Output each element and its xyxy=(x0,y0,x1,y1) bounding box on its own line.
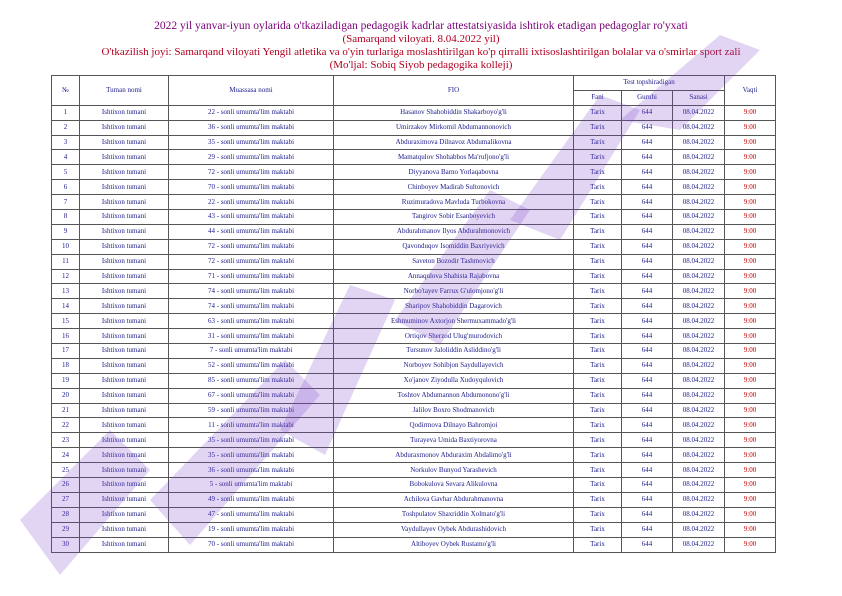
cell-district: Ishtixon tumani xyxy=(80,269,169,284)
cell-school: 71 - sonli umumta'lim maktabi xyxy=(169,269,334,284)
cell-fio: Chinboyev Madirab Sultonovich xyxy=(334,180,574,195)
cell-group: 644 xyxy=(622,463,673,478)
cell-district: Ishtixon tumani xyxy=(80,403,169,418)
cell-district: Ishtixon tumani xyxy=(80,329,169,344)
table-header-row xyxy=(52,76,776,91)
table-row xyxy=(52,195,776,210)
cell-time: 9:00 xyxy=(725,299,776,314)
document-subtitle-date: (Samarqand viloyati. 8.04.2022 yil) xyxy=(342,33,500,45)
cell-time: 9:00 xyxy=(725,373,776,388)
table-row xyxy=(52,284,776,299)
cell-group: 644 xyxy=(622,448,673,463)
table-row xyxy=(52,224,776,239)
table-row xyxy=(52,239,776,254)
cell-number: 14 xyxy=(52,299,80,314)
cell-district: Ishtixon tumani xyxy=(80,418,169,433)
cell-subject: Tarix xyxy=(574,403,622,418)
cell-group: 644 xyxy=(622,239,673,254)
cell-number: 28 xyxy=(52,507,80,522)
cell-subject: Tarix xyxy=(574,135,622,150)
cell-time: 9:00 xyxy=(725,105,776,120)
table-row xyxy=(52,254,776,269)
cell-date: 08.04.2022 xyxy=(673,388,725,403)
cell-time: 9:00 xyxy=(725,120,776,135)
cell-school: 43 - sonli umumta'lim maktabi xyxy=(169,210,334,225)
cell-group: 644 xyxy=(622,522,673,537)
cell-group: 644 xyxy=(622,299,673,314)
cell-date: 08.04.2022 xyxy=(673,492,725,507)
table-row xyxy=(52,418,776,433)
cell-district: Ishtixon tumani xyxy=(80,537,169,552)
cell-fio: Qodirmova Dilnayo Bahromjoi xyxy=(334,418,574,433)
cell-group: 644 xyxy=(622,195,673,210)
cell-school: 70 - sonli umumta'lim maktabi xyxy=(169,537,334,552)
cell-district: Ishtixon tumani xyxy=(80,165,169,180)
cell-fio: Vaydullayev Oybek Abdurashidovich xyxy=(334,522,574,537)
cell-district: Ishtixon tumani xyxy=(80,180,169,195)
cell-school: 11 - sonli umumta'lim maktabi xyxy=(169,418,334,433)
cell-district: Ishtixon tumani xyxy=(80,448,169,463)
cell-date: 08.04.2022 xyxy=(673,507,725,522)
cell-school: 52 - sonli umumta'lim maktabi xyxy=(169,358,334,373)
cell-school: 72 - sonli umumta'lim maktabi xyxy=(169,254,334,269)
cell-district: Ishtixon tumani xyxy=(80,314,169,329)
cell-school: 31 - sonli umumta'lim maktabi xyxy=(169,329,334,344)
cell-time: 9:00 xyxy=(725,150,776,165)
table-row xyxy=(52,210,776,225)
cell-group: 644 xyxy=(622,210,673,225)
cell-fio: Abdurahmanov Ilyos Abdurahmonovich xyxy=(334,224,574,239)
cell-fio: Hasanov Shahobiddin Shakarboyo'g'li xyxy=(334,105,574,120)
cell-fio: Achilova Gavhar Abdurahmanovna xyxy=(334,492,574,507)
cell-date: 08.04.2022 xyxy=(673,433,725,448)
cell-school: 36 - sonli umumta'lim maktabi xyxy=(169,463,334,478)
cell-district: Ishtixon tumani xyxy=(80,344,169,359)
cell-time: 9:00 xyxy=(725,180,776,195)
cell-subject: Tarix xyxy=(574,344,622,359)
col-header-school: Muassasa nomi xyxy=(169,76,334,106)
landmark-line: (Mo'ljal: Sobiq Siyob pedagogika kolleji) xyxy=(329,59,513,71)
cell-time: 9:00 xyxy=(725,165,776,180)
cell-time: 9:00 xyxy=(725,418,776,433)
table-row xyxy=(52,120,776,135)
cell-district: Ishtixon tumani xyxy=(80,135,169,150)
cell-subject: Tarix xyxy=(574,269,622,284)
cell-number: 21 xyxy=(52,403,80,418)
cell-number: 18 xyxy=(52,358,80,373)
cell-subject: Tarix xyxy=(574,195,622,210)
cell-fio: Eshmuminov Axtorjon Shermuxammado'g'li xyxy=(334,314,574,329)
cell-district: Ishtixon tumani xyxy=(80,210,169,225)
document-title: 2022 yil yanvar-iyun oylarida o'tkaziladigan pedagogik kadrlar attestatsiyasida ishtirok etadigan pedagoglar ro'yxati xyxy=(154,20,688,32)
cell-group: 644 xyxy=(622,284,673,299)
cell-district: Ishtixon tumani xyxy=(80,433,169,448)
cell-fio: Ruzimuradova Mavluda Turbokovna xyxy=(334,195,574,210)
cell-number: 17 xyxy=(52,344,80,359)
cell-number: 12 xyxy=(52,269,80,284)
cell-group: 644 xyxy=(622,388,673,403)
cell-group: 644 xyxy=(622,150,673,165)
cell-time: 9:00 xyxy=(725,224,776,239)
table-row xyxy=(52,135,776,150)
cell-fio: Sharipov Shahobiddin Dagarovich xyxy=(334,299,574,314)
col-header-number: № xyxy=(52,76,80,106)
cell-subject: Tarix xyxy=(574,522,622,537)
cell-subject: Tarix xyxy=(574,254,622,269)
cell-number: 9 xyxy=(52,224,80,239)
cell-time: 9:00 xyxy=(725,403,776,418)
cell-school: 49 - sonli umumta'lim maktabi xyxy=(169,492,334,507)
col-header-fio: FIO xyxy=(334,76,574,106)
cell-school: 74 - sonli umumta'lim maktabi xyxy=(169,299,334,314)
cell-time: 9:00 xyxy=(725,210,776,225)
cell-number: 22 xyxy=(52,418,80,433)
cell-fio: Norbo'tayev Farrux G'ulomjono'g'li xyxy=(334,284,574,299)
cell-district: Ishtixon tumani xyxy=(80,254,169,269)
cell-time: 9:00 xyxy=(725,269,776,284)
cell-subject: Tarix xyxy=(574,150,622,165)
table-row xyxy=(52,344,776,359)
cell-group: 644 xyxy=(622,165,673,180)
cell-date: 08.04.2022 xyxy=(673,150,725,165)
col-header-date: Sanasi xyxy=(673,90,725,105)
table-row xyxy=(52,314,776,329)
cell-school: 63 - sonli umumta'lim maktabi xyxy=(169,314,334,329)
cell-subject: Tarix xyxy=(574,433,622,448)
cell-fio: Annaqulova Shahista Rajabovna xyxy=(334,269,574,284)
cell-fio: Tangirov Sobir Esanboyevich xyxy=(334,210,574,225)
cell-school: 29 - sonli umumta'lim maktabi xyxy=(169,150,334,165)
cell-time: 9:00 xyxy=(725,507,776,522)
cell-group: 644 xyxy=(622,269,673,284)
cell-date: 08.04.2022 xyxy=(673,105,725,120)
cell-group: 644 xyxy=(622,433,673,448)
cell-subject: Tarix xyxy=(574,388,622,403)
cell-fio: Qavonduqov Isomiddin Baxriyevich xyxy=(334,239,574,254)
cell-subject: Tarix xyxy=(574,180,622,195)
cell-number: 1 xyxy=(52,105,80,120)
cell-group: 644 xyxy=(622,373,673,388)
cell-subject: Tarix xyxy=(574,448,622,463)
cell-group: 644 xyxy=(622,344,673,359)
cell-fio: Bobokulova Sevara Alikulovna xyxy=(334,478,574,493)
table-body xyxy=(52,105,776,552)
cell-district: Ishtixon tumani xyxy=(80,388,169,403)
table-row xyxy=(52,180,776,195)
cell-fio: Turayeva Umida Baxtiyorovna xyxy=(334,433,574,448)
cell-subject: Tarix xyxy=(574,537,622,552)
cell-subject: Tarix xyxy=(574,329,622,344)
cell-time: 9:00 xyxy=(725,492,776,507)
cell-fio: Abduraximova Dilnavoz Abdumalikovna xyxy=(334,135,574,150)
cell-time: 9:00 xyxy=(725,135,776,150)
table-row xyxy=(52,388,776,403)
cell-fio: Norboyev Sohibjon Saydullayevich xyxy=(334,358,574,373)
cell-school: 72 - sonli umumta'lim maktabi xyxy=(169,239,334,254)
cell-subject: Tarix xyxy=(574,507,622,522)
cell-number: 24 xyxy=(52,448,80,463)
cell-date: 08.04.2022 xyxy=(673,403,725,418)
table-row xyxy=(52,329,776,344)
cell-time: 9:00 xyxy=(725,195,776,210)
cell-group: 644 xyxy=(622,537,673,552)
cell-group: 644 xyxy=(622,492,673,507)
cell-date: 08.04.2022 xyxy=(673,180,725,195)
cell-group: 644 xyxy=(622,120,673,135)
table-row xyxy=(52,433,776,448)
cell-number: 29 xyxy=(52,522,80,537)
table-row xyxy=(52,463,776,478)
cell-subject: Tarix xyxy=(574,224,622,239)
venue-line: O'tkazilish joyi: Samarqand viloyati Yengil atletika va o'yin turlariga moslashtirilgan ko'p qirralli ixtisoslashtirilgan bolalar va o'smirlar sport zali xyxy=(101,46,741,58)
cell-number: 3 xyxy=(52,135,80,150)
table-row xyxy=(52,403,776,418)
cell-time: 9:00 xyxy=(725,358,776,373)
table-row xyxy=(52,448,776,463)
table-row xyxy=(52,522,776,537)
cell-group: 644 xyxy=(622,224,673,239)
col-header-group: Guruhi xyxy=(622,90,673,105)
cell-number: 11 xyxy=(52,254,80,269)
cell-district: Ishtixon tumani xyxy=(80,492,169,507)
cell-subject: Tarix xyxy=(574,284,622,299)
cell-date: 08.04.2022 xyxy=(673,358,725,373)
cell-subject: Tarix xyxy=(574,418,622,433)
cell-subject: Tarix xyxy=(574,299,622,314)
cell-time: 9:00 xyxy=(725,314,776,329)
cell-fio: Diyyanova Barno Yorlaqabovna xyxy=(334,165,574,180)
cell-number: 30 xyxy=(52,537,80,552)
cell-fio: Saveton Bozodir Tashmovich xyxy=(334,254,574,269)
participants-table xyxy=(51,75,776,553)
cell-time: 9:00 xyxy=(725,478,776,493)
cell-number: 2 xyxy=(52,120,80,135)
table-row xyxy=(52,478,776,493)
cell-group: 644 xyxy=(622,180,673,195)
table-row xyxy=(52,492,776,507)
cell-district: Ishtixon tumani xyxy=(80,195,169,210)
cell-date: 08.04.2022 xyxy=(673,210,725,225)
cell-number: 25 xyxy=(52,463,80,478)
table-row xyxy=(52,150,776,165)
cell-date: 08.04.2022 xyxy=(673,284,725,299)
cell-school: 70 - sonli umumta'lim maktabi xyxy=(169,180,334,195)
cell-school: 74 - sonli umumta'lim maktabi xyxy=(169,284,334,299)
cell-number: 16 xyxy=(52,329,80,344)
cell-district: Ishtixon tumani xyxy=(80,224,169,239)
cell-fio: Ortiqov Sherzod Ulug'murodovich xyxy=(334,329,574,344)
cell-date: 08.04.2022 xyxy=(673,522,725,537)
cell-school: 67 - sonli umumta'lim maktabi xyxy=(169,388,334,403)
cell-number: 19 xyxy=(52,373,80,388)
cell-district: Ishtixon tumani xyxy=(80,522,169,537)
cell-date: 08.04.2022 xyxy=(673,329,725,344)
cell-subject: Tarix xyxy=(574,210,622,225)
cell-group: 644 xyxy=(622,314,673,329)
cell-school: 59 - sonli umumta'lim maktabi xyxy=(169,403,334,418)
cell-group: 644 xyxy=(622,135,673,150)
cell-fio: Abduraxmonov Abduraxim Abdalimo'g'li xyxy=(334,448,574,463)
cell-time: 9:00 xyxy=(725,433,776,448)
cell-district: Ishtixon tumani xyxy=(80,373,169,388)
cell-school: 7 - sonli umumta'lim maktabi xyxy=(169,344,334,359)
cell-date: 08.04.2022 xyxy=(673,478,725,493)
cell-fio: Toshpulatov Shaxriddin Xolmato'g'li xyxy=(334,507,574,522)
cell-school: 35 - sonli umumta'lim maktabi xyxy=(169,448,334,463)
cell-district: Ishtixon tumani xyxy=(80,239,169,254)
cell-number: 6 xyxy=(52,180,80,195)
cell-district: Ishtixon tumani xyxy=(80,150,169,165)
cell-time: 9:00 xyxy=(725,522,776,537)
cell-school: 22 - sonli umumta'lim maktabi xyxy=(169,195,334,210)
cell-subject: Tarix xyxy=(574,463,622,478)
table-row xyxy=(52,299,776,314)
cell-number: 23 xyxy=(52,433,80,448)
cell-group: 644 xyxy=(622,418,673,433)
cell-date: 08.04.2022 xyxy=(673,269,725,284)
cell-subject: Tarix xyxy=(574,492,622,507)
cell-date: 08.04.2022 xyxy=(673,463,725,478)
cell-group: 644 xyxy=(622,105,673,120)
cell-school: 22 - sonli umumta'lim maktabi xyxy=(169,105,334,120)
cell-number: 4 xyxy=(52,150,80,165)
cell-date: 08.04.2022 xyxy=(673,254,725,269)
cell-time: 9:00 xyxy=(725,448,776,463)
cell-district: Ishtixon tumani xyxy=(80,463,169,478)
cell-time: 9:00 xyxy=(725,284,776,299)
cell-date: 08.04.2022 xyxy=(673,195,725,210)
cell-subject: Tarix xyxy=(574,120,622,135)
cell-fio: Mamatqulov Shohabbos Ma'rufjono'g'li xyxy=(334,150,574,165)
cell-fio: Norkulov Bunyod Yarashevich xyxy=(334,463,574,478)
cell-group: 644 xyxy=(622,358,673,373)
col-header-district: Tuman nomi xyxy=(80,76,169,106)
cell-subject: Tarix xyxy=(574,478,622,493)
col-header-subject: Fani xyxy=(574,90,622,105)
cell-date: 08.04.2022 xyxy=(673,165,725,180)
cell-date: 08.04.2022 xyxy=(673,344,725,359)
cell-district: Ishtixon tumani xyxy=(80,120,169,135)
table-row xyxy=(52,373,776,388)
cell-fio: Tursunov Jaloliddin Asliddino'g'li xyxy=(334,344,574,359)
cell-fio: Jalilov Boxro Shodmanovich xyxy=(334,403,574,418)
cell-number: 7 xyxy=(52,195,80,210)
cell-number: 20 xyxy=(52,388,80,403)
cell-school: 35 - sonli umumta'lim maktabi xyxy=(169,135,334,150)
cell-school: 36 - sonli umumta'lim maktabi xyxy=(169,120,334,135)
cell-date: 08.04.2022 xyxy=(673,224,725,239)
col-header-test-group: Test topshiradigan xyxy=(574,76,725,91)
cell-date: 08.04.2022 xyxy=(673,299,725,314)
cell-fio: Toshtov Abdumannon Abdumonono'g'li xyxy=(334,388,574,403)
cell-time: 9:00 xyxy=(725,388,776,403)
col-header-time: Vaqti xyxy=(725,76,776,106)
cell-school: 47 - sonli umumta'lim maktabi xyxy=(169,507,334,522)
cell-date: 08.04.2022 xyxy=(673,314,725,329)
cell-group: 644 xyxy=(622,403,673,418)
cell-school: 72 - sonli umumta'lim maktabi xyxy=(169,165,334,180)
cell-subject: Tarix xyxy=(574,314,622,329)
cell-date: 08.04.2022 xyxy=(673,120,725,135)
cell-date: 08.04.2022 xyxy=(673,373,725,388)
cell-date: 08.04.2022 xyxy=(673,448,725,463)
cell-district: Ishtixon tumani xyxy=(80,284,169,299)
cell-number: 10 xyxy=(52,239,80,254)
table-row xyxy=(52,358,776,373)
cell-subject: Tarix xyxy=(574,373,622,388)
cell-subject: Tarix xyxy=(574,358,622,373)
table-row xyxy=(52,105,776,120)
cell-fio: Umirzakov Mirkomil Abdumannonovich xyxy=(334,120,574,135)
table-row xyxy=(52,269,776,284)
cell-district: Ishtixon tumani xyxy=(80,105,169,120)
cell-time: 9:00 xyxy=(725,254,776,269)
cell-subject: Tarix xyxy=(574,105,622,120)
cell-fio: Xo'janov Ziyodulla Xudoyqulovich xyxy=(334,373,574,388)
cell-group: 644 xyxy=(622,478,673,493)
table-row xyxy=(52,165,776,180)
cell-number: 8 xyxy=(52,210,80,225)
cell-number: 13 xyxy=(52,284,80,299)
cell-number: 15 xyxy=(52,314,80,329)
cell-district: Ishtixon tumani xyxy=(80,299,169,314)
cell-school: 35 - sonli umumta'lim maktabi xyxy=(169,433,334,448)
cell-number: 26 xyxy=(52,478,80,493)
cell-subject: Tarix xyxy=(574,239,622,254)
cell-number: 5 xyxy=(52,165,80,180)
cell-time: 9:00 xyxy=(725,329,776,344)
cell-time: 9:00 xyxy=(725,344,776,359)
cell-date: 08.04.2022 xyxy=(673,418,725,433)
cell-time: 9:00 xyxy=(725,239,776,254)
cell-school: 44 - sonli umumta'lim maktabi xyxy=(169,224,334,239)
cell-school: 5 - sonli umumta'lim maktabi xyxy=(169,478,334,493)
cell-date: 08.04.2022 xyxy=(673,239,725,254)
cell-district: Ishtixon tumani xyxy=(80,507,169,522)
cell-time: 9:00 xyxy=(725,463,776,478)
cell-time: 9:00 xyxy=(725,537,776,552)
table-row xyxy=(52,537,776,552)
cell-fio: Altiboyev Oybek Rustamo'g'li xyxy=(334,537,574,552)
cell-date: 08.04.2022 xyxy=(673,135,725,150)
cell-group: 644 xyxy=(622,507,673,522)
cell-date: 08.04.2022 xyxy=(673,537,725,552)
cell-district: Ishtixon tumani xyxy=(80,358,169,373)
cell-subject: Tarix xyxy=(574,165,622,180)
cell-district: Ishtixon tumani xyxy=(80,478,169,493)
cell-group: 644 xyxy=(622,329,673,344)
cell-school: 19 - sonli umumta'lim maktabi xyxy=(169,522,334,537)
cell-group: 644 xyxy=(622,254,673,269)
cell-number: 27 xyxy=(52,492,80,507)
table-row xyxy=(52,507,776,522)
cell-school: 85 - sonli umumta'lim maktabi xyxy=(169,373,334,388)
